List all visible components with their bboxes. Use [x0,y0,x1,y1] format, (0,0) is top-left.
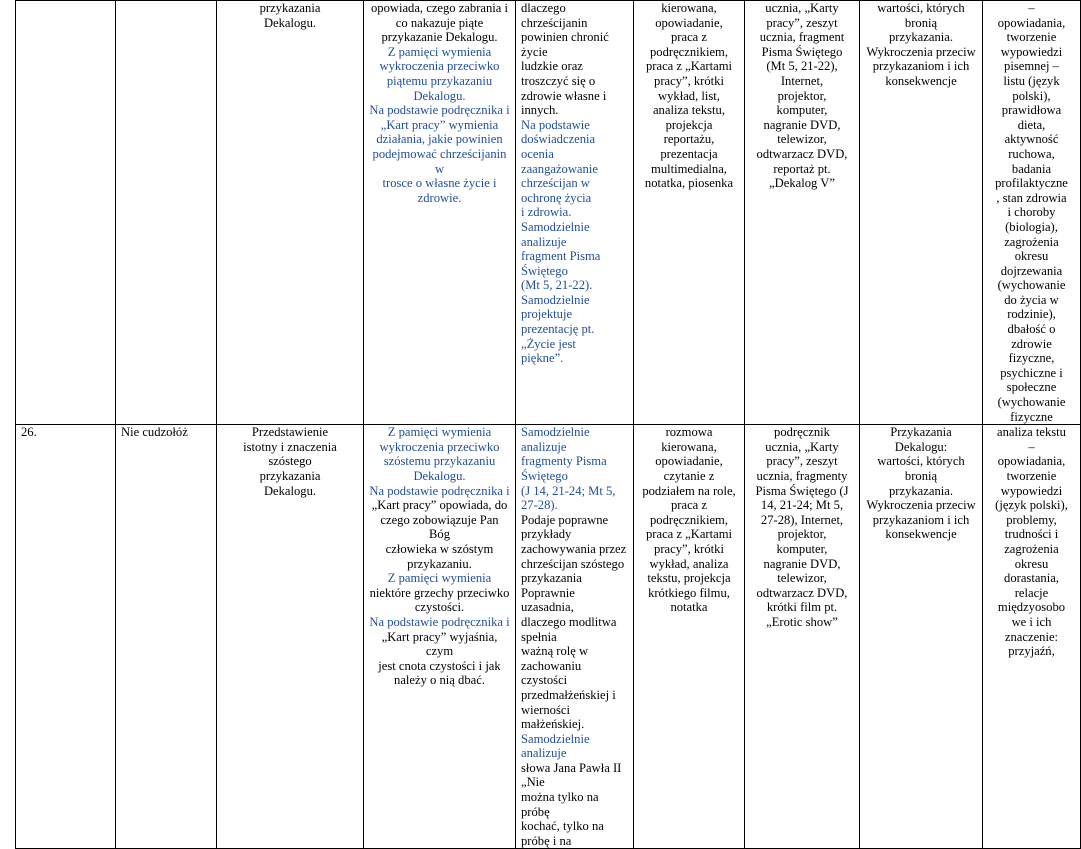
cell-line: komputer, [776,541,828,556]
cell-line: projektor, [777,88,827,103]
cell-line: krótkiego filmu, [648,585,730,600]
cell-line: praca z [671,498,707,513]
cell-line: konsekwencje [885,527,957,542]
cell-line: przykazanie Dekalogu. [381,30,498,45]
cell-line: trosce o własne życie i [382,176,497,191]
cell-line: przyjaźń, [1008,644,1055,659]
cell-line: reportaż pt. [773,161,831,176]
cell-line: odtwarzacz DVD, [756,585,848,600]
cell-line: multimedialna, [651,161,727,176]
cell-line: projektor, [777,527,827,542]
cell-line: chrześcijan w ochronę życia [521,176,592,205]
cell-line: dlaczego modlitwa spełnia [521,614,617,644]
cell-line: analiza tekstu, [652,103,726,118]
cell-line: i choroby [1007,205,1056,220]
cell-line: „Dekalog V” [769,176,835,191]
cell-line: okresu [1014,249,1049,264]
cell-line: znaczenie: [1004,629,1059,644]
cell-line: „Erotic show” [766,614,838,629]
cell-line: problemy, [1006,512,1057,527]
cell-line: prezentację pt. „Życie jest [521,322,595,351]
cell-line: – [1028,439,1035,454]
cell-line: ucznia, fragmenty [756,469,848,483]
cell-line: (Mt 5, 21-22). [521,278,593,293]
cell-line: reportażu, [663,132,715,147]
cell-line: podręcznikiem, [650,44,728,59]
cell-line: zdrowie [1011,336,1052,351]
cell-line: opowiadanie, [655,15,723,30]
cell-line: rozmowa [665,425,713,440]
cell-line: nagranie DVD, [763,556,841,571]
cell-line: okresu [1014,556,1049,571]
cell-line: konsekwencje [885,73,957,88]
cell-line: ruchowa, [1008,146,1055,161]
cell-line: pracy”, zeszyt [766,454,838,469]
cell-line: wypowiedzi [1000,44,1063,59]
cell-line: Wykroczenia przeciw [866,498,976,513]
cell-line: podziałem na role, [642,483,736,498]
cell-line: Poprawnie uzasadnia, [521,585,575,615]
cell-line: Internet, [780,73,824,88]
cell-line: wykroczenia przeciwko [379,439,500,454]
cell-line: Z pamięci wymienia [387,571,492,586]
cell-line: Przykazania Dekalogu: [890,425,952,454]
cell-line: Wykroczenia przeciw [866,44,976,59]
cell-line: prezentacja [660,146,718,161]
cell-line: przykazania [259,469,321,483]
cell-line: zachowywania przez [521,541,627,556]
cell-line: aktywność [1004,132,1059,147]
cell-line: „Kart pracy” wyjaśnia, czym [381,629,498,659]
cell-line: co nakazuje piąte [395,15,484,30]
cell-line: 27-28), Internet, [760,512,844,527]
cell-line: pracy”, krótki [654,541,724,556]
cell-line: Samodzielnie analizuje [521,219,590,249]
topic-cell [217,1,364,425]
cell-line: analiza tekstu [997,425,1066,440]
cell-line: „Kart pracy” wymienia [380,117,499,132]
cell-line: wartości, których [877,1,965,15]
lesson-plan-table [15,0,1081,849]
cell-line: Z pamięci wymienia [387,425,492,440]
cell-line: Podaje poprawne przykłady [521,512,609,542]
cell-line: niektóre grzechy przeciwko [369,585,510,600]
cell-line: kochać, tylko na próbę i na [521,819,604,848]
cell-line: Dekalogu. [413,469,466,483]
goals-cell [516,1,634,425]
cell-line: nagranie DVD, [763,117,841,132]
cell-line: wykład, list, [658,88,720,103]
cell-line: ucznia, „Karty [765,439,839,454]
cell-line: przykazania [259,1,321,15]
cell-line: dlaczego chrześcijanin [521,1,588,30]
cell-line: czystości. [414,600,465,615]
cell-line: wartości, których [877,454,965,469]
cell-line: dojrzewania [1000,263,1063,278]
cell-line: i zdrowia. [521,205,572,220]
cell-line: dieta, [1017,117,1046,132]
cell-line: praca z „Kartami [646,527,732,542]
cell-line: „Kart pracy” opowiada, do [371,498,508,513]
cell-line: trudności i [1004,527,1059,542]
cell-line: Na podstawie podręcznika i [369,483,510,498]
methods-cell [634,1,745,425]
cell-line: fragment Pisma Świętego [521,249,601,278]
cell-line: profilaktyczne [995,176,1068,191]
cell-line: czytanie z [663,469,715,483]
cell-line: tworzenie [1006,30,1057,45]
cell-line: badania [1011,161,1052,176]
cell-line: przykazaniom i ich [872,59,970,74]
cell-line: opowiadania, [997,454,1066,469]
cell-line: telewizor, [777,132,827,147]
cell-line: pisemnej – [1004,59,1059,74]
cell-line: Dekalogu. [413,88,466,103]
means-cell [745,1,860,425]
cell-line: Z pamięci wymienia [387,44,492,59]
lesson-number-cell [16,425,116,849]
cell-line: praca z [671,30,707,45]
cell-line: istotny i znaczenia [243,439,337,454]
cell-line: pracy”, krótki [654,73,724,88]
cell-line: notatka, piosenka [644,176,734,191]
cell-line: słowa Jana Pawła II „Nie [521,760,622,790]
cell-line: kierowana, [661,1,717,15]
cell-line: podręcznik [774,425,830,440]
table-row [16,1,1081,425]
cell-line: dbałość o [1007,322,1056,337]
cell-line: wypowiedzi [1000,483,1063,498]
values-cell [860,425,983,849]
cell-line: pracy”, zeszyt [766,15,838,30]
cell-line: tekstu, projekcja [647,571,731,586]
cell-line: zdrowie. [417,190,462,205]
cell-line: ocenia zaangażowanie [521,146,598,176]
cell-line: telewizor, [777,571,827,586]
goals-cell [516,425,634,849]
cell-line: polski), [1012,88,1051,103]
cell-line: ludzkie oraz troszczyć się o [521,59,596,88]
cell-line: Samodzielnie analizuje [521,731,590,761]
cell-line: (Mt 5, 21-22), [766,59,838,74]
cell-line: krótki film pt. [766,600,838,615]
cell-line: zagrożenia [1004,541,1059,556]
correlation-cell [983,425,1081,849]
cell-line: tworzenie [1006,469,1057,483]
cell-line: dorastania, [1004,571,1059,586]
cell-line: międzyosobo [997,600,1066,615]
cell-line: projekcja [665,117,713,132]
cell-line: fizyczne [1010,409,1053,424]
cell-line: notatka [670,600,708,615]
cell-line: przykazaniu. [407,556,472,571]
cell-line: chrześcijan szóstego [521,556,625,571]
cell-line: szóstemu przykazaniu [383,454,496,469]
cell-line: podejmować chrześcijanin w [372,146,507,176]
cell-line: – [1028,1,1035,15]
cell-line: społeczne [1006,380,1057,395]
correlation-cell [983,1,1081,425]
commandment-cell [116,1,217,425]
cell-line: podręcznikiem, [650,512,728,527]
cell-line: przykazania [521,571,582,586]
cell-line: do życia w [1004,292,1059,307]
cell-line: fizyczne, [1008,351,1055,366]
cell-line: Przedstawienie [251,425,329,440]
cell-line: fragmenty Pisma Świętego [521,454,607,483]
cell-line: szóstego [268,454,312,469]
cell-line: opowiadanie, [655,454,723,469]
topic-cell [217,425,364,849]
cell-line: zdrowie własne i innych. [521,88,607,118]
cell-line: (J 14, 21-24; Mt 5, 27-28). [521,483,616,513]
cell-line: działania, jakie powinien [376,132,503,147]
cell-line: zagrożenia [1004,234,1059,249]
cell-line: wierności małżeńskiej. [521,702,585,732]
table-row [16,425,1081,849]
lesson-number: 26. [21,425,37,440]
cell-line: kierowana, [661,439,717,454]
activities-cell [364,1,516,425]
cell-line: Dekalogu. [263,15,317,30]
cell-line: relacje [1014,585,1049,600]
cell-line: odtwarzacz DVD, [756,146,848,161]
cell-line: przykazania. [889,483,953,498]
cell-line: Samodzielnie projektuje [521,292,590,322]
cell-line: człowieka w szóstym [385,541,494,556]
cell-line: opowiadania, [997,15,1066,30]
cell-line: (wychowanie [997,395,1066,410]
cell-line: praca z „Kartami [646,59,732,74]
cell-line: Pisma Świętego (J [755,483,849,498]
commandment-cell [116,425,217,849]
cell-line: powinien chronić życie [521,30,609,59]
cell-line: Pisma Świętego [761,44,843,59]
cell-line: Dekalogu. [263,483,317,498]
cell-line: należy o nią dbać. [394,673,485,688]
activities-cell [364,425,516,849]
cell-line: Na podstawie doświadczenia [521,117,596,147]
cell-line: bronią [904,15,938,30]
cell-line: (biologia), [1005,219,1058,234]
cell-line: (język polski), [995,498,1068,513]
means-cell [745,425,860,849]
cell-line: opowiada, czego zabrania i [370,1,509,15]
cell-line: ucznia, „Karty [765,1,839,15]
cell-line: 14, 21-24; Mt 5, [760,498,844,513]
cell-line: komputer, [776,103,828,118]
cell-line: można tylko na próbę [521,790,599,819]
cell-line: listu (język [1003,73,1060,88]
cell-line: prawidłowa [1001,103,1062,118]
cell-line: Na podstawie podręcznika i [369,614,510,629]
cell-line: piątemu przykazaniu [386,73,493,88]
commandment: Nie cudzołóż [121,425,188,440]
cell-line: czystości przedmałżeńskiej i [521,673,616,702]
cell-line: (wychowanie [997,278,1066,293]
cell-line: ucznia, fragment [759,30,845,45]
cell-line: przykazaniom i ich [872,512,970,527]
cell-line: przykazania. [889,30,953,45]
cell-line: psychiczne i [1000,365,1063,380]
cell-line: bronią [904,469,938,483]
cell-line: rodzinie), [1007,307,1056,322]
values-cell [860,1,983,425]
cell-line: piękne”. [521,351,564,366]
cell-line: wykład, analiza [649,556,729,571]
methods-cell [634,425,745,849]
cell-line: , stan zdrowia [996,190,1067,205]
cell-line: Na podstawie podręcznika i [369,103,510,118]
cell-line: Samodzielnie analizuje [521,425,590,454]
cell-line: we i ich [1011,614,1052,629]
lesson-number-cell [16,1,116,425]
cell-line: wykroczenia przeciwko [379,59,500,74]
cell-line: czego zobowiązuje Pan Bóg [380,512,499,542]
cell-line: jest cnota czystości i jak [378,658,501,673]
cell-line: ważną rolę w zachowaniu [521,644,589,673]
